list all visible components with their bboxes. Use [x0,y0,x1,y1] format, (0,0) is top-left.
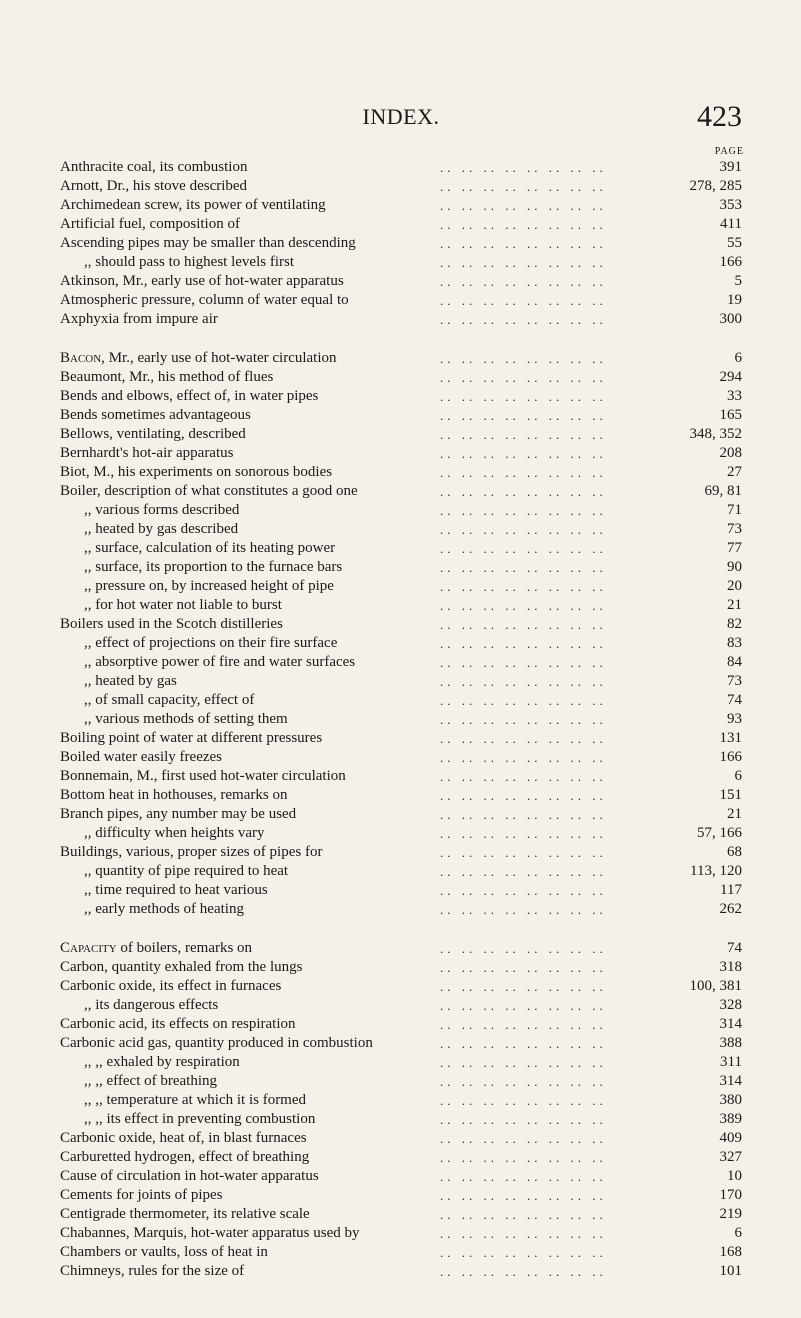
dot-leaders: .. .. .. .. .. .. .. .. [440,902,607,917]
entry-page: 73 [727,673,742,689]
entry-page: 117 [720,882,742,898]
dot-leaders: .. .. .. .. .. .. .. .. [440,1036,607,1051]
entry-page: 113, 120 [690,863,742,879]
entry-term [60,349,337,368]
index-entry [60,748,742,767]
entry-page: 77 [727,540,742,556]
entry-term: Chabannes, Marquis, hot-water apparatus used by [60,1225,360,1241]
dot-leaders: .. .. .. .. .. .. .. .. [440,198,607,213]
dot-leaders: .. .. .. .. .. .. .. .. [440,1207,607,1222]
dot-leaders: .. .. .. .. .. .. .. .. [440,788,607,803]
entry-term: Carbonic oxide, heat of, in blast furnaces [60,1130,307,1146]
running-head: INDEX. [362,104,440,129]
index-entry [60,444,742,463]
index-entry [60,177,742,196]
entry-term: Bellows, ventilating, described [60,426,246,442]
dot-leaders: .. .. .. .. .. .. .. .. [440,427,607,442]
dot-leaders: .. .. .. .. .. .. .. .. [440,807,607,822]
index-entry [60,900,742,919]
entry-term: Biot, M., his experiments on sonorous bodies [60,464,333,480]
entry-page: 166 [719,254,742,270]
entry-term: Anthracite coal, its combustion [60,159,248,175]
entry-term: Carbon, quantity exhaled from the lungs [60,959,303,975]
entry-term: ,, various forms described [84,502,240,518]
entry-term: Bernhardt's hot-air apparatus [60,445,234,461]
entry-page: 10 [727,1168,742,1184]
index-entry [60,843,742,862]
index-entry [60,501,742,520]
dot-leaders: .. .. .. .. .. .. .. .. [440,293,607,308]
entry-term: Bends sometimes advantageous [60,407,251,423]
index-entry [60,1034,742,1053]
entry-page: 380 [719,1092,742,1108]
entry-page: 101 [719,1263,742,1279]
dot-leaders: .. .. .. .. .. .. .. .. [440,845,607,860]
entry-term: ,, of small capacity, effect of [84,692,255,708]
index-entry [60,520,742,539]
entry-term: Axphyxia from impure air [60,311,218,327]
index-entry [60,1015,742,1034]
entry-page: 68 [727,844,742,860]
entry-term: ,, should pass to highest levels first [84,254,294,270]
entry-term: Cements for joints of pipes [60,1187,223,1203]
entry-term: Beaumont, Mr., his method of flues [60,369,274,385]
lead-word: Bacon, [60,350,105,366]
entry-page: 90 [727,559,742,575]
index-section [60,158,742,329]
index-entry [60,596,742,615]
entry-term: ,, ,, its effect in preventing combustion [84,1111,316,1127]
entry-term: ,, quantity of pipe required to heat [84,863,289,879]
entry-page: 294 [719,369,742,385]
dot-leaders: .. .. .. .. .. .. .. .. [440,389,607,404]
entry-page: 278, 285 [689,178,742,194]
entry-term: Boiled water easily freezes [60,749,223,765]
index-entry [60,691,742,710]
entry-page: 388 [719,1035,742,1051]
index-entry [60,710,742,729]
index-entry [60,425,742,444]
entry-term: ,, its dangerous effects [84,997,219,1013]
page-number: 423 [697,100,742,133]
dot-leaders: .. .. .. .. .. .. .. .. [440,1169,607,1184]
dot-leaders: .. .. .. .. .. .. .. .. [440,1150,607,1165]
index-entry [60,767,742,786]
dot-leaders: .. .. .. .. .. .. .. .. [440,617,607,632]
index-entry [60,1110,742,1129]
entry-term: Chimneys, rules for the size of [60,1263,245,1279]
index-entry [60,1053,742,1072]
index-entry [60,1224,742,1243]
entry-page: 71 [727,502,742,518]
entry-term: Chambers or vaults, loss of heat in [60,1244,268,1260]
index-entry [60,349,742,368]
dot-leaders: .. .. .. .. .. .. .. .. [440,769,607,784]
entry-term: ,, ,, exhaled by respiration [84,1054,240,1070]
dot-leaders: .. .. .. .. .. .. .. .. [440,941,607,956]
dot-leaders: .. .. .. .. .. .. .. .. [440,1264,607,1279]
index-list [60,158,742,1281]
entry-term: Ascending pipes may be smaller than descending [60,235,356,251]
entry-term: Arnott, Dr., his stove described [60,178,248,194]
dot-leaders: .. .. .. .. .. .. .. .. [440,693,607,708]
page-column-heading: PAGE [714,146,744,157]
entry-term: Carbonic acid gas, quantity produced in combustion [60,1035,373,1051]
entry-page: 74 [727,692,742,708]
entry-page: 151 [719,787,742,803]
index-entry [60,615,742,634]
dot-leaders: .. .. .. .. .. .. .. .. [440,465,607,480]
dot-leaders: .. .. .. .. .. .. .. .. [440,712,607,727]
entry-page: 21 [727,806,742,822]
entry-term: ,, difficulty when heights vary [84,825,265,841]
entry-page: 219 [719,1206,742,1222]
entry-page: 27 [727,464,742,480]
lead-rest: of boilers, remarks on [116,940,253,956]
entry-term: ,, effect of projections on their fire surface [84,635,338,651]
entry-page: 318 [719,959,742,975]
dot-leaders: .. .. .. .. .. .. .. .. [440,636,607,651]
dot-leaders: .. .. .. .. .. .. .. .. [440,655,607,670]
index-entry [60,996,742,1015]
entry-page: 20 [727,578,742,594]
dot-leaders: .. .. .. .. .. .. .. .. [440,541,607,556]
index-entry [60,653,742,672]
entry-term: Cause of circulation in hot-water apparatus [60,1168,319,1184]
dot-leaders: .. .. .. .. .. .. .. .. [440,731,607,746]
index-entry [60,1262,742,1281]
entry-page: 74 [727,940,742,956]
index-entry [60,463,742,482]
entry-term: Atkinson, Mr., early use of hot-water apparatus [60,273,344,289]
index-entry [60,482,742,501]
entry-page: 5 [734,273,742,289]
entry-page: 168 [719,1244,742,1260]
lead-rest: Mr., early use of hot-water circulation [104,350,337,366]
dot-leaders: .. .. .. .. .. .. .. .. [440,1017,607,1032]
dot-leaders: .. .. .. .. .. .. .. .. [440,750,607,765]
entry-page: 19 [727,292,742,308]
index-entry [60,939,742,958]
entry-term: ,, ,, temperature at which it is formed [84,1092,307,1108]
entry-term: Atmospheric pressure, column of water equal to [60,292,349,308]
entry-page: 6 [734,350,742,366]
entry-term: Buildings, various, proper sizes of pipes for [60,844,323,860]
index-entry [60,158,742,177]
entry-page: 165 [719,407,742,423]
entry-term: Centigrade thermometer, its relative scale [60,1206,310,1222]
dot-leaders: .. .. .. .. .. .. .. .. [440,1093,607,1108]
index-entry [60,1072,742,1091]
entry-term: ,, early methods of heating [84,901,244,917]
entry-term: ,, heated by gas [84,673,177,689]
dot-leaders: .. .. .. .. .. .. .. .. [440,255,607,270]
dot-leaders: .. .. .. .. .. .. .. .. [440,179,607,194]
entry-term: ,, various methods of setting them [84,711,288,727]
index-entry [60,634,742,653]
index-entry [60,406,742,425]
entry-term: Carburetted hydrogen, effect of breathing [60,1149,310,1165]
index-entry [60,1186,742,1205]
entry-term: Boiling point of water at different pressures [60,730,323,746]
dot-leaders: .. .. .. .. .. .. .. .. [440,312,607,327]
page-header [60,100,742,136]
entry-term: ,, heated by gas described [84,521,239,537]
entry-page: 6 [734,768,742,784]
index-entry [60,729,742,748]
entry-page: 391 [719,159,742,175]
entry-page: 300 [719,311,742,327]
entry-term: Bottom heat in hothouses, remarks on [60,787,288,803]
entry-page: 328 [719,997,742,1013]
dot-leaders: .. .. .. .. .. .. .. .. [440,217,607,232]
index-entry [60,234,742,253]
dot-leaders: .. .. .. .. .. .. .. .. [440,598,607,613]
entry-page: 73 [727,521,742,537]
index-entry [60,958,742,977]
entry-page: 348, 352 [689,426,742,442]
dot-leaders: .. .. .. .. .. .. .. .. [440,674,607,689]
index-entry [60,291,742,310]
entry-page: 83 [727,635,742,651]
dot-leaders: .. .. .. .. .. .. .. .. [440,960,607,975]
index-entry [60,977,742,996]
entry-page: 100, 381 [689,978,742,994]
index-entry [60,539,742,558]
dot-leaders: .. .. .. .. .. .. .. .. [440,1074,607,1089]
entry-term: ,, pressure on, by increased height of pipe [84,578,334,594]
entry-term: Archimedean screw, its power of ventilating [60,197,326,213]
entry-page: 208 [719,445,742,461]
index-entry [60,672,742,691]
index-entry [60,272,742,291]
index-entry [60,368,742,387]
entry-page: 33 [727,388,742,404]
entry-page: 82 [727,616,742,632]
index-entry [60,1205,742,1224]
dot-leaders: .. .. .. .. .. .. .. .. [440,1188,607,1203]
index-section [60,939,742,1281]
dot-leaders: .. .. .. .. .. .. .. .. [440,236,607,251]
index-entry [60,1167,742,1186]
entry-page: 314 [719,1016,742,1032]
index-entry [60,1129,742,1148]
entry-term: Bends and elbows, effect of, in water pipes [60,388,319,404]
dot-leaders: .. .. .. .. .. .. .. .. [440,1055,607,1070]
dot-leaders: .. .. .. .. .. .. .. .. [440,826,607,841]
index-entry [60,881,742,900]
entry-term: ,, surface, its proportion to the furnace bars [84,559,343,575]
entry-page: 170 [719,1187,742,1203]
index-entry [60,387,742,406]
index-section [60,349,742,919]
dot-leaders: .. .. .. .. .. .. .. .. [440,351,607,366]
entry-term: ,, time required to heat various [84,882,268,898]
dot-leaders: .. .. .. .. .. .. .. .. [440,1245,607,1260]
entry-page: 84 [727,654,742,670]
index-entry [60,786,742,805]
entry-page: 327 [719,1149,742,1165]
entry-term: Boilers used in the Scotch distilleries [60,616,283,632]
dot-leaders: .. .. .. .. .. .. .. .. [440,1112,607,1127]
dot-leaders: .. .. .. .. .. .. .. .. [440,522,607,537]
index-entry [60,1243,742,1262]
dot-leaders: .. .. .. .. .. .. .. .. [440,503,607,518]
index-entry [60,215,742,234]
dot-leaders: .. .. .. .. .. .. .. .. [440,979,607,994]
entry-page: 314 [719,1073,742,1089]
index-entry [60,862,742,881]
dot-leaders: .. .. .. .. .. .. .. .. [440,408,607,423]
entry-term: ,, surface, calculation of its heating power [84,540,336,556]
entry-page: 21 [727,597,742,613]
index-entry [60,1091,742,1110]
dot-leaders: .. .. .. .. .. .. .. .. [440,274,607,289]
index-entry [60,1148,742,1167]
dot-leaders: .. .. .. .. .. .. .. .. [440,560,607,575]
dot-leaders: .. .. .. .. .. .. .. .. [440,883,607,898]
dot-leaders: .. .. .. .. .. .. .. .. [440,1226,607,1241]
index-entry [60,196,742,215]
dot-leaders: .. .. .. .. .. .. .. .. [440,160,607,175]
dot-leaders: .. .. .. .. .. .. .. .. [440,1131,607,1146]
index-entry [60,824,742,843]
dot-leaders: .. .. .. .. .. .. .. .. [440,370,607,385]
entry-page: 69, 81 [704,483,742,499]
entry-page: 411 [720,216,742,232]
dot-leaders: .. .. .. .. .. .. .. .. [440,864,607,879]
entry-page: 166 [719,749,742,765]
index-entry [60,577,742,596]
entry-page: 311 [720,1054,742,1070]
entry-term: Bonnemain, M., first used hot-water circulation [60,768,346,784]
index-entry [60,310,742,329]
dot-leaders: .. .. .. .. .. .. .. .. [440,998,607,1013]
entry-term: Boiler, description of what constitutes a good one [60,483,358,499]
dot-leaders: .. .. .. .. .. .. .. .. [440,446,607,461]
index-entry [60,805,742,824]
entry-page: 93 [727,711,742,727]
dot-leaders: .. .. .. .. .. .. .. .. [440,579,607,594]
entry-page: 6 [734,1225,742,1241]
entry-page: 55 [727,235,742,251]
entry-page: 353 [719,197,742,213]
entry-page: 262 [719,901,742,917]
entry-page: 389 [719,1111,742,1127]
entry-page: 131 [719,730,742,746]
entry-term: ,, for hot water not liable to burst [84,597,282,613]
index-entry [60,253,742,272]
entry-term: ,, ,, effect of breathing [84,1073,218,1089]
entry-term: Carbonic oxide, its effect in furnaces [60,978,282,994]
dot-leaders: .. .. .. .. .. .. .. .. [440,484,607,499]
lead-word: Capacity [60,940,117,956]
index-entry [60,558,742,577]
entry-term: Artificial fuel, composition of [60,216,240,232]
entry-term [60,939,252,958]
entry-term: ,, absorptive power of fire and water surfaces [84,654,356,670]
entry-page: 57, 166 [697,825,742,841]
entry-term: Carbonic acid, its effects on respiration [60,1016,296,1032]
entry-term: Branch pipes, any number may be used [60,806,297,822]
entry-page: 409 [719,1130,742,1146]
